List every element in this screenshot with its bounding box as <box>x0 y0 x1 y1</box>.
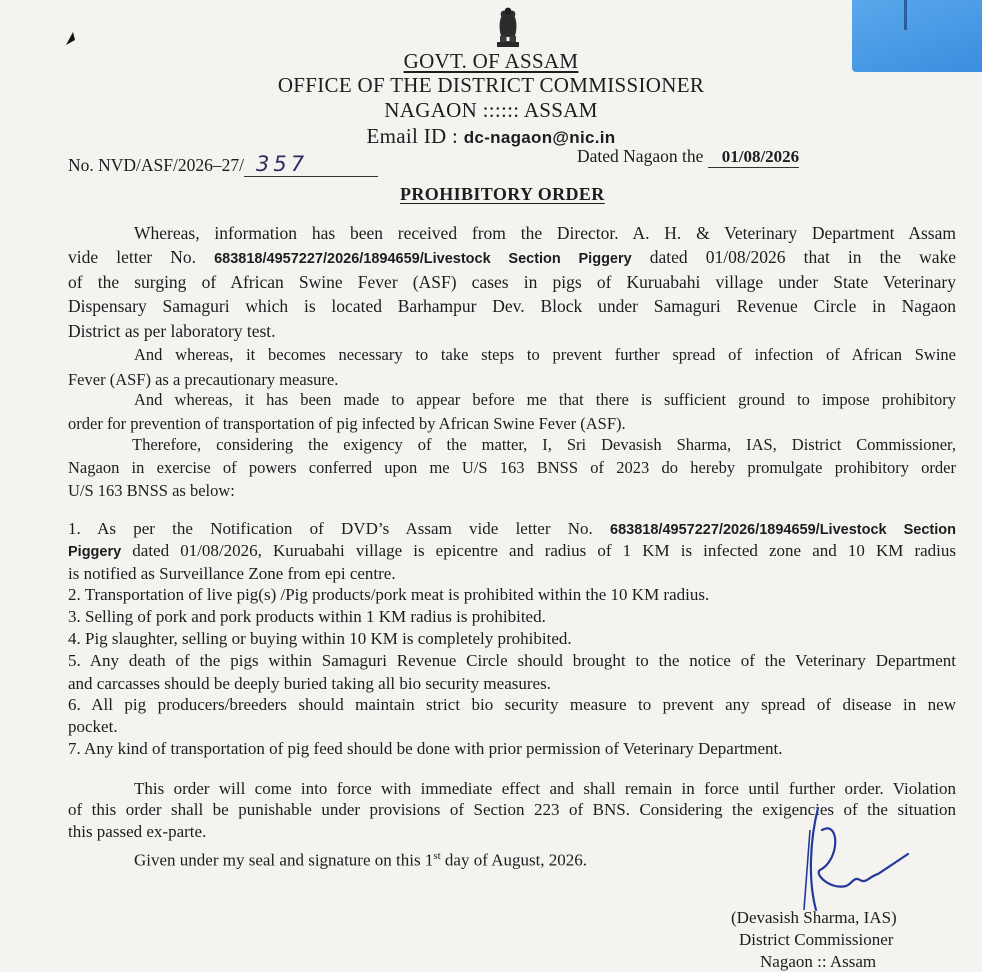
para1-line3: of the surging of African Swine Fever (ASF) cases in pigs of Kuruabahi village under State Veterinary <box>68 272 956 292</box>
signatory-designation: District Commissioner <box>739 930 894 949</box>
handwritten-number: 357 <box>244 152 378 177</box>
pen-mark <box>64 28 78 48</box>
handwritten-date: 01/08/2026 <box>708 147 799 168</box>
state-emblem-icon <box>486 2 530 50</box>
item-4: 4. Pig slaughter, selling or buying within 10 KM is completely prohibited. <box>68 629 572 648</box>
dated-prefix: Dated Nagaon the <box>577 146 708 166</box>
item-3: 3. Selling of pork and pork products within 1 KM radius is prohibited. <box>68 607 546 626</box>
closing-line1: This order will come into force with immediate effect and shall remain in force until further order. Violation <box>134 779 956 798</box>
dated-line <box>577 146 799 168</box>
para3-line2: order for prevention of transportation of pig infected by African Swine Fever (ASF). <box>68 414 626 433</box>
para4-line3: U/S 163 BNSS as below: <box>68 481 235 500</box>
place-heading: NAGAON :::::: ASSAM <box>384 98 598 122</box>
item-2: 2. Transportation of live pig(s) /Pig products/pork meat is prohibited within the 10 KM radius. <box>68 585 710 604</box>
item-5-line1: 5. Any death of the pigs within Samaguri Revenue Circle should brought to the notice of the Veterinary Department <box>68 651 956 670</box>
para1-line4: Dispensary Samaguri which is located Barhampur Dev. Block under Samaguri Revenue Circle in Nagaon <box>68 296 956 316</box>
letter-number: 683818/4957227/2026/1894659/Livestock Section Piggery <box>214 251 632 267</box>
closing-line3: this passed ex-parte. <box>68 822 207 841</box>
para1-line5: District as per laboratory test. <box>68 321 276 341</box>
signature-scribble <box>770 800 930 920</box>
para4-line1: Therefore, considering the exigency of the matter, I, Sri Devasish Sharma, IAS, District Commissioner, <box>132 435 956 454</box>
item-6-line1: 6. All pig producers/breeders should maintain strict bio security measure to prevent any spread of disease in new <box>68 695 956 714</box>
item-5-line2: and carcasses should be deeply buried taking all bio security measures. <box>68 674 551 693</box>
email-address: dc-nagaon@nic.in <box>463 128 616 147</box>
reference-number <box>68 152 378 177</box>
email-line <box>0 124 982 150</box>
signatory-name: (Devasish Sharma, IAS) <box>731 908 897 927</box>
sticky-note-mark <box>904 0 907 30</box>
item-7: 7. Any kind of transportation of pig feed should be done with prior permission of Veterinary Department. <box>68 739 783 758</box>
given-line: Given under my seal and signature on this 1st day of August, 2026. <box>134 850 588 870</box>
para4-line2: Nagaon in exercise of powers conferred upon me U/S 163 BNSS of 2023 do hereby promulgate prohibitory order <box>68 458 956 477</box>
closing-line2: of this order shall be punishable under provisions of Section 223 of BNS. Considering the exigencies of the situation <box>68 800 956 819</box>
letter-number: 683818/4957227/2026/1894659/Livestock Section <box>610 522 957 538</box>
para2-line1: And whereas, it becomes necessary to take steps to prevent further spread of infection of African Swine <box>134 345 956 364</box>
item-1-line1: 1. As per the Notification of DVD’s Assam vide letter No. 683818/4957227/2026/1894659/Livestock Section <box>68 519 957 538</box>
order-title: PROHIBITORY ORDER <box>400 184 605 204</box>
letter-number-tail: Piggery <box>68 544 122 560</box>
email-label: Email ID : <box>366 124 464 148</box>
ordinal-suffix: st <box>433 850 441 862</box>
item-6-line2: pocket. <box>68 717 118 736</box>
para1-line1: Whereas, information has been received from the Director. A. H. & Veterinary Department Assam <box>134 223 956 243</box>
para2-line2: Fever (ASF) as a precautionary measure. <box>68 370 339 389</box>
reference-prefix: No. NVD/ASF/2026–27/ <box>68 155 244 175</box>
para3-line1: And whereas, it has been made to appear before me that there is sufficient ground to impose prohibitory <box>134 390 956 409</box>
item-1-line2: Piggery dated 01/08/2026, Kuruabahi village is epicentre and radius of 1 KM is infected zone and 10 KM radius <box>68 541 956 560</box>
govt-heading: GOVT. OF ASSAM <box>403 49 579 73</box>
signatory-place: Nagaon :: Assam <box>760 952 877 971</box>
item-1-line3: is notified as Surveillance Zone from epi centre. <box>68 564 396 583</box>
para1-line2: vide letter No. 683818/4957227/2026/1894659/Livestock Section Piggery dated 01/08/2026 that in the wake <box>68 247 956 267</box>
office-heading: OFFICE OF THE DISTRICT COMMISSIONER <box>277 73 705 97</box>
